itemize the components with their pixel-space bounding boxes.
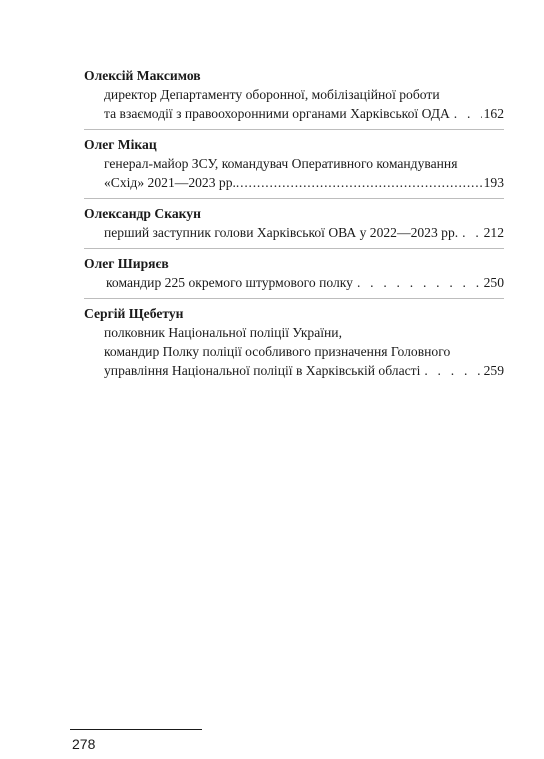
author-role-line-last	[106, 273, 504, 292]
author-role-line: командир Полку поліції особливого призначення Головного	[104, 344, 451, 359]
dot-leader	[454, 104, 482, 123]
author-role-text: та взаємодії з правоохоронними органами Харківської ОДА	[104, 106, 450, 121]
dot-leader	[357, 273, 482, 292]
toc-entry	[84, 204, 504, 242]
dot-leader	[462, 223, 481, 242]
page-reference: 259	[483, 363, 504, 378]
toc-entry	[84, 135, 504, 192]
author-role-text: командир 225 окремого штурмового полку	[106, 275, 353, 290]
author-role-line: генерал-майор ЗСУ, командувач Оперативного командування	[104, 156, 458, 171]
author-name: Олег Мікац	[84, 137, 157, 152]
footer-rule	[70, 729, 202, 730]
page-reference: 212	[483, 225, 504, 240]
author-name: Олег Ширяєв	[84, 256, 169, 271]
author-name: Олександр Скакун	[84, 206, 201, 221]
author-role-line-last	[104, 223, 504, 242]
dot-leader	[424, 361, 481, 380]
page-reference: 193	[483, 175, 504, 190]
page-reference: 250	[483, 275, 504, 290]
table-of-contents	[84, 66, 504, 380]
author-role-text: перший заступник голови Харківської ОВА у 2022—2023 рр.	[104, 225, 459, 240]
author-role-line-last	[104, 173, 504, 192]
author-role-line: директор Департаменту оборонної, мобілізаційної роботи	[104, 87, 440, 102]
page-number: 278	[72, 736, 96, 752]
author-role-line-last	[104, 361, 504, 380]
page-reference: 162	[483, 106, 504, 121]
author-role-text: управління Національної поліції в Харківській області	[104, 363, 421, 378]
author-name: Сергій Щебетун	[84, 306, 184, 321]
author-name: Олексій Максимов	[84, 68, 201, 83]
author-role-text: «Схід» 2021—2023 рр.	[104, 175, 236, 190]
dot-leader	[236, 173, 482, 192]
toc-entry	[84, 304, 504, 380]
author-role-line: полковник Національної поліції України,	[104, 325, 342, 340]
toc-entry	[84, 254, 504, 292]
toc-entry	[84, 66, 504, 123]
author-role-line-last	[104, 104, 504, 123]
